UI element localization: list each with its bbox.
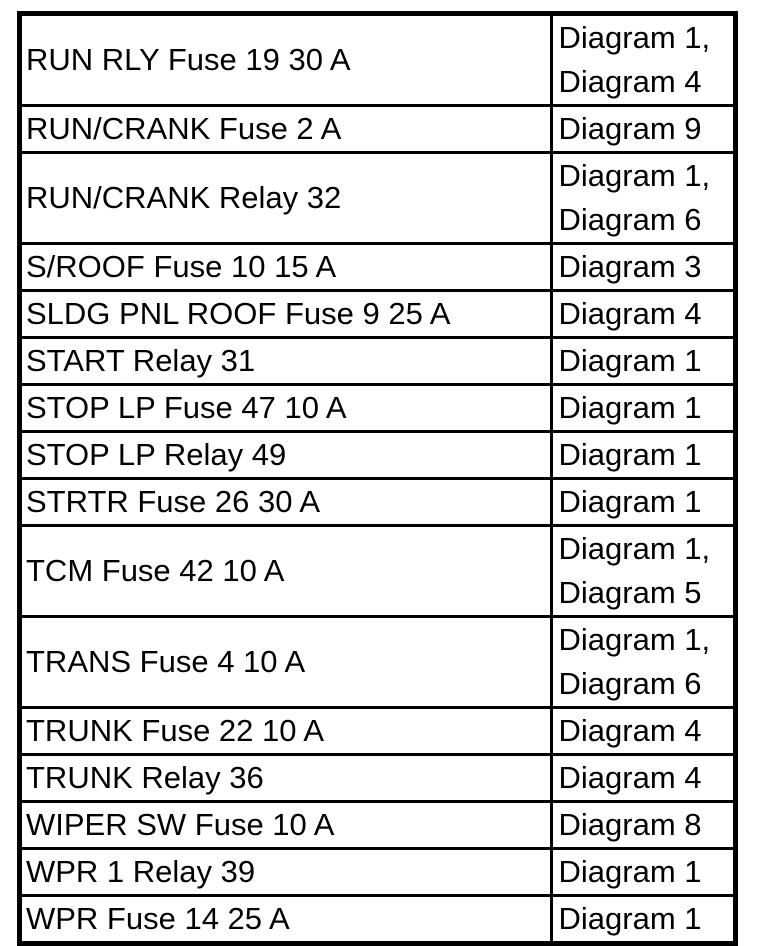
index-table xyxy=(22,16,733,941)
diagram-ref: Diagram 6 xyxy=(558,202,702,237)
table-row xyxy=(22,385,733,432)
component-cell: RUN/CRANK Fuse 2 A xyxy=(22,106,551,153)
component-cell: STOP LP Relay 49 xyxy=(22,432,551,479)
component-cell: WIPER SW Fuse 10 A xyxy=(22,802,551,849)
diagram-ref-cell xyxy=(551,708,733,755)
diagram-ref: Diagram 4 xyxy=(558,64,702,99)
diagram-ref: Diagram 1, xyxy=(558,531,711,566)
table-row xyxy=(22,432,733,479)
table-row xyxy=(22,526,733,617)
component-cell: STOP LP Fuse 47 10 A xyxy=(22,385,551,432)
diagram-ref-cell xyxy=(551,896,733,942)
table-row xyxy=(22,153,733,244)
diagram-ref: Diagram 1, xyxy=(558,20,711,55)
diagram-ref-cell xyxy=(551,432,733,479)
component-cell: WPR Fuse 14 25 A xyxy=(22,896,551,942)
diagram-ref-cell xyxy=(551,153,733,244)
diagram-ref-cell xyxy=(551,106,733,153)
diagram-ref: Diagram 1 xyxy=(558,343,702,378)
diagram-ref-cell xyxy=(551,244,733,291)
diagram-ref: Diagram 4 xyxy=(558,713,702,748)
table-row xyxy=(22,291,733,338)
component-cell: RUN RLY Fuse 19 30 A xyxy=(22,16,551,106)
diagram-ref: Diagram 9 xyxy=(558,111,702,146)
diagram-ref-cell xyxy=(551,755,733,802)
diagram-ref: Diagram 8 xyxy=(558,807,702,842)
diagram-ref-cell xyxy=(551,16,733,106)
diagram-ref-cell xyxy=(551,291,733,338)
diagram-ref-cell xyxy=(551,385,733,432)
diagram-ref: Diagram 1 xyxy=(558,484,702,519)
diagram-ref: Diagram 1 xyxy=(558,854,702,889)
diagram-ref-cell xyxy=(551,526,733,617)
fuse-relay-index-table xyxy=(17,11,738,946)
diagram-ref: Diagram 1, xyxy=(558,622,711,657)
diagram-ref: Diagram 1 xyxy=(558,901,702,936)
component-cell: STRTR Fuse 26 30 A xyxy=(22,479,551,526)
table-row xyxy=(22,106,733,153)
table-row xyxy=(22,802,733,849)
diagram-ref: Diagram 5 xyxy=(558,575,702,610)
component-cell: SLDG PNL ROOF Fuse 9 25 A xyxy=(22,291,551,338)
component-cell: RUN/CRANK Relay 32 xyxy=(22,153,551,244)
diagram-ref-cell xyxy=(551,617,733,708)
component-cell: TRUNK Relay 36 xyxy=(22,755,551,802)
component-cell: TCM Fuse 42 10 A xyxy=(22,526,551,617)
component-cell: TRANS Fuse 4 10 A xyxy=(22,617,551,708)
table-row xyxy=(22,244,733,291)
diagram-ref: Diagram 1 xyxy=(558,390,702,425)
diagram-ref-cell xyxy=(551,338,733,385)
component-cell: WPR 1 Relay 39 xyxy=(22,849,551,896)
diagram-ref: Diagram 6 xyxy=(558,666,702,701)
table-row xyxy=(22,755,733,802)
component-cell: S/ROOF Fuse 10 15 A xyxy=(22,244,551,291)
diagram-ref: Diagram 1 xyxy=(558,437,702,472)
table-row xyxy=(22,849,733,896)
table-row xyxy=(22,479,733,526)
table-row xyxy=(22,708,733,755)
diagram-ref-cell xyxy=(551,849,733,896)
diagram-ref: Diagram 4 xyxy=(558,296,702,331)
component-cell: TRUNK Fuse 22 10 A xyxy=(22,708,551,755)
table-body xyxy=(22,16,733,941)
diagram-ref-cell xyxy=(551,802,733,849)
component-cell: START Relay 31 xyxy=(22,338,551,385)
table-row xyxy=(22,896,733,942)
table-row xyxy=(22,617,733,708)
diagram-ref: Diagram 3 xyxy=(558,249,702,284)
diagram-ref: Diagram 1, xyxy=(558,158,711,193)
table-row xyxy=(22,16,733,106)
diagram-ref-cell xyxy=(551,479,733,526)
diagram-ref: Diagram 4 xyxy=(558,760,702,795)
table-row xyxy=(22,338,733,385)
